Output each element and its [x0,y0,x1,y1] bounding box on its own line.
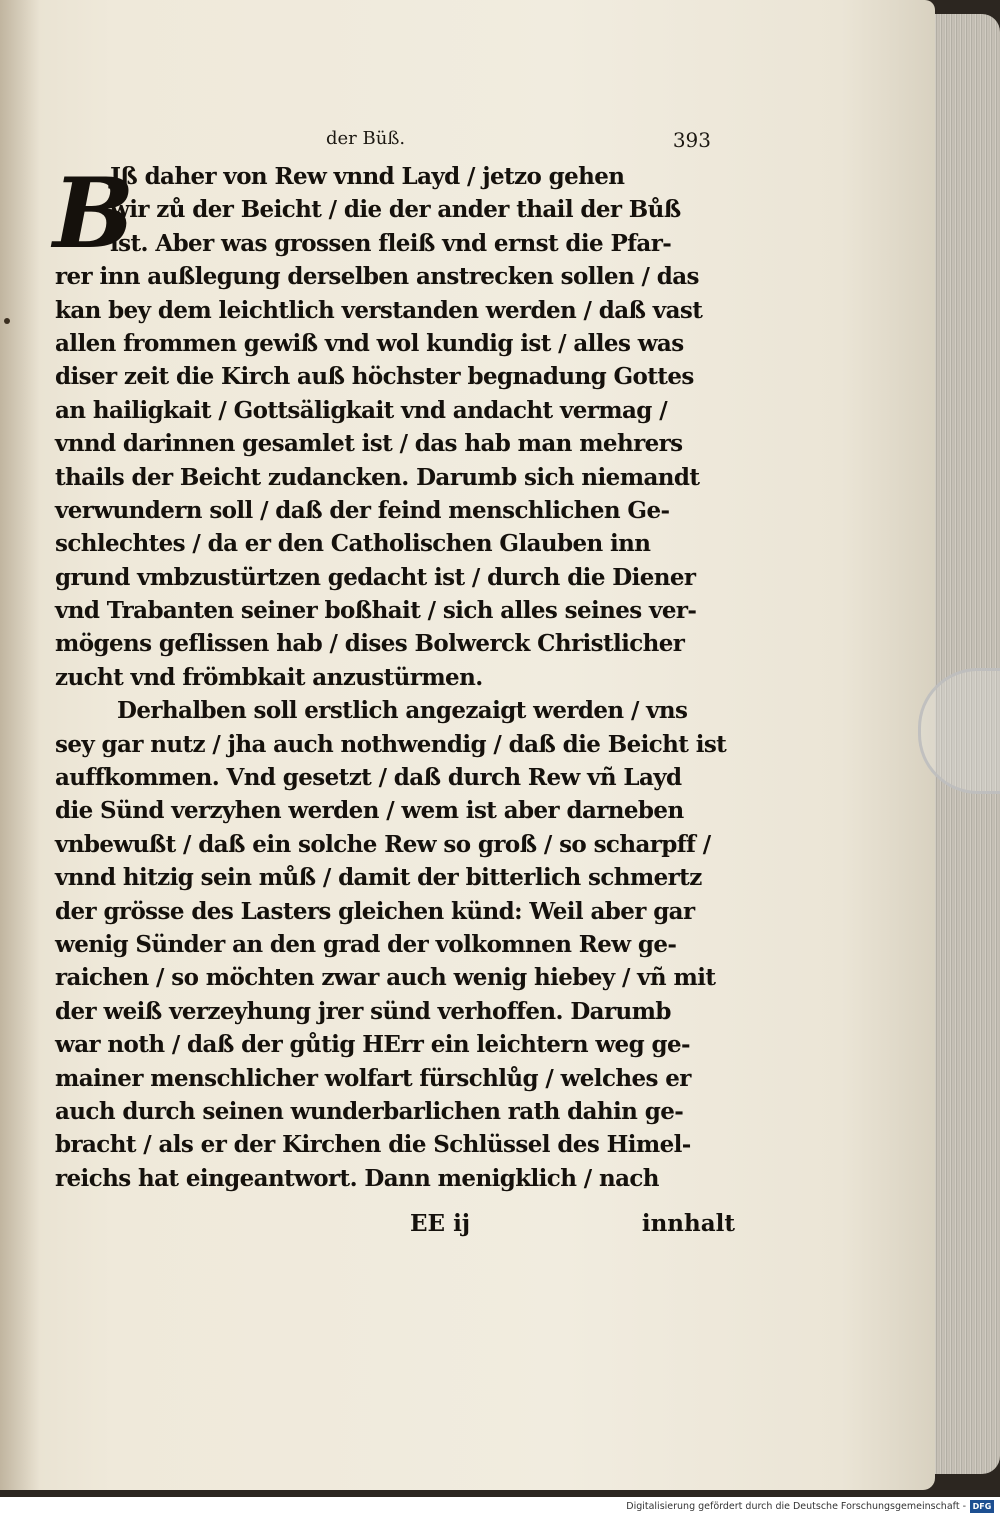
signature-line [55,1210,735,1246]
ink-spot [4,318,10,324]
text-line: rer inn außlegung derselben anstrecken sollen / das [55,263,699,291]
text-line: diser zeit die Kirch auß höchster begnadung Gottes [55,363,694,391]
text-line: mögens geflissen hab / dises Bolwerck Christlicher [55,630,685,658]
text-line: wenig Sünder an den grad der volkomnen Rew ge- [55,930,677,958]
text-line: reichs hat eingeantwort. Dann menigklich / nach [55,1164,659,1192]
dfg-logo: DFG [970,1500,994,1513]
text-line: wir zů der Beicht / die der ander thail der Bůß [110,196,681,224]
text-line: mainer menschlicher wolfart fürschlůg / welches er [55,1064,691,1092]
text-line: zucht vnd frömbkait anzustürmen. [55,663,483,691]
text-line: allen frommen gewiß vnd wol kundig ist / alles was [55,329,684,357]
text-line: die Sünd verzyhen werden / wem ist aber darneben [55,797,684,825]
text-line: kan bey dem leichtlich verstanden werden / daß vast [55,296,703,324]
text-line: vnnd hitzig sein můß / damit der bitterlich schmertz [55,864,702,892]
text-line: Jß daher von Rew vnnd Layd / jetzo gehen [110,163,625,190]
text-line: vnnd darinnen gesamlet ist / das hab man mehrers [55,430,683,458]
text-line: schlechtes / da er den Catholischen Glauben inn [55,530,651,558]
page-number: 393 [672,128,711,152]
text-line: ist. Aber was grossen fleiß vnd ernst die Pfar- [110,229,672,257]
text-line: vnd Trabanten seiner boßhait / sich alles seines ver- [55,597,697,625]
gutter-shadow [0,0,40,1490]
signature-mark: EE ij [410,1210,471,1237]
drop-cap: B [53,157,135,270]
text-line: Derhalben soll erstlich angezaigt werden / vns [117,697,688,725]
text-line: verwundern soll / daß der feind menschlichen Ge- [55,496,670,524]
running-head: der Büß. [326,128,406,149]
text-line: auffkommen. Vnd gesetzt / daß durch Rew vñ Layd [55,764,682,792]
text-line: auch durch seinen wunderbarlichen rath dahin ge- [55,1097,684,1125]
text-block [53,157,745,1195]
catchword: innhalt [641,1210,735,1237]
text-line: war noth / daß der gůtig HErr ein leichtern weg ge- [55,1031,690,1059]
text-line: sey gar nutz / jha auch nothwendig / daß die Beicht ist [55,730,727,758]
text-line: grund vmbzustürtzen gedacht ist / durch die Diener [55,563,696,591]
text-line: der grösse des Lasters gleichen künd: Weil aber gar [55,897,695,925]
text-line: bracht / als er der Kirchen die Schlüssel des Himel- [55,1131,691,1159]
funding-credit: Digitalisierung gefördert durch die Deutsche Forschungsgemeinschaft - [626,1501,966,1512]
text-line: vnbewußt / daß ein solche Rew so groß / so scharpff / [55,830,711,858]
text-line: der weiß verzeyhung jrer sünd verhoffen. Darumb [55,997,671,1025]
footer-bar [0,1497,1000,1518]
page-header [56,128,711,158]
text-line: an hailigkait / Gottsäligkait vnd andacht vermag / [55,396,668,424]
text-line: thails der Beicht zudancken. Darumb sich niemandt [55,463,700,491]
text-line: raichen / so möchten zwar auch wenig hiebey / vñ mit [55,964,716,992]
